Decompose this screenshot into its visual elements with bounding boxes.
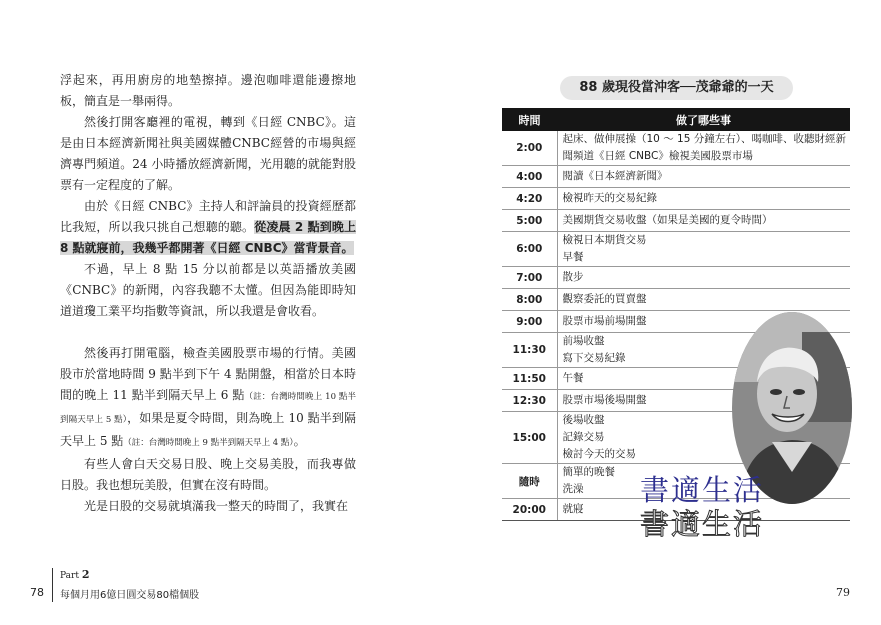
activity-line: 股票市場後場開盤 (562, 394, 647, 406)
activity-line: 檢視昨天的交易紀錄 (562, 192, 657, 204)
publisher-watermark: 書適生活 (640, 473, 765, 507)
activity-line: 早餐 (562, 251, 584, 263)
activity-cell (557, 210, 850, 232)
activity-cell (557, 267, 850, 289)
time-cell: 2:00 (502, 131, 557, 166)
part-label-text: Part (60, 571, 79, 581)
paragraph: 然後打開客廳裡的電視，轉到《日經 CNBC》。這是由日本經濟新聞社與美國媒體CNBC經營的市場與經濟專門頻道。24 小時播放經濟新聞，光用聽的就能對股票有一定程度的了解。 (60, 115, 356, 192)
paragraph: 光是日股的交易就填滿我一整天的時間了，我實在 (84, 499, 349, 513)
time-cell: 4:20 (502, 188, 557, 210)
paragraph-text: 。 (293, 434, 306, 448)
paragraph: 有些人會白天交易日股、晚上交易美股，而我專做日股。我也想玩美股，但實在沒有時間。 (60, 457, 356, 492)
translator-note: （註：台灣時間晚上 9 點半到隔天早上 4 點） (123, 438, 294, 448)
activity-line: 股票市場前場開盤 (562, 315, 647, 327)
paragraph (60, 196, 356, 259)
activity-line: 檢視日本期貨交易 (562, 234, 647, 246)
schedule-title: 88 歲現役當沖客──茂爺爺的一天 (560, 76, 793, 100)
time-cell: 12:30 (502, 390, 557, 412)
book-title: 每個月用6億日圓交易80檔個股 (60, 590, 200, 601)
activity-line: 閱讀《日本經濟新聞》 (562, 170, 668, 182)
time-cell: 9:00 (502, 311, 557, 333)
paragraph-gap (60, 322, 356, 343)
left-body-text (60, 70, 356, 517)
activity-line: 聞頻道《日經 CNBC》檢視美國股票市場 (562, 150, 753, 162)
time-cell: 11:50 (502, 368, 557, 390)
time-cell: 8:00 (502, 289, 557, 311)
activity-line: 起床、做伸展操（10 ～ 15 分鐘左右）、喝咖啡、收聽財經新 (562, 133, 846, 145)
table-row (502, 210, 850, 232)
table-header-row (502, 108, 850, 131)
column-header-activity: 做了哪些事 (557, 108, 850, 131)
activity-cell (557, 232, 850, 267)
publisher-watermark: 書適生活 (640, 507, 765, 541)
activity-cell (557, 131, 850, 166)
activity-line: 後場收盤 (562, 414, 605, 426)
table-row (502, 267, 850, 289)
paragraph: 不過，早上 8 點 15 分以前都是以英語播放美國《CNBC》的新聞，內容我聽不太懂。但因為能即時知道道瓊工業平均指數等資訊，所以我還是會收看。 (60, 262, 356, 318)
paragraph-text: ，如果是夏令時間，則為晚上 10 點半到隔天早上 5 點 (60, 411, 356, 448)
time-cell: 隨時 (502, 464, 557, 499)
activity-line: 記錄交易 (562, 431, 605, 443)
paragraph-text: 由於《日經 CNBC》主持人和評論員的投資經歷都比我短，所以我只挑自己想聽的聽。 (60, 199, 356, 234)
footer-divider (52, 568, 53, 602)
table-row (502, 166, 850, 188)
activity-line: 簡單的晚餐 (562, 466, 615, 478)
activity-line: 美國期貨交易收盤（如果是美國的夏令時間） (562, 214, 773, 226)
right-page (440, 0, 881, 625)
page-number: 79 (836, 586, 850, 599)
activity-line: 散步 (562, 271, 584, 283)
time-cell: 20:00 (502, 499, 557, 521)
time-cell: 4:00 (502, 166, 557, 188)
column-header-time: 時間 (502, 108, 557, 131)
activity-cell (557, 289, 850, 311)
paragraph-text: 然後再打開電腦，檢查美國股票市場的行情。美國股市於當地時間 9 點半到下午 4 點開盤，相當於日本時間的晚上 11 點半到隔天早上 6 點 (60, 346, 356, 402)
translator-note: （註：台灣時間晚上 10 點半到隔天早上 5 點） (60, 392, 356, 425)
activity-line: 就寢 (562, 503, 584, 515)
time-cell: 7:00 (502, 267, 557, 289)
activity-cell (557, 166, 850, 188)
table-row (502, 289, 850, 311)
activity-line: 前場收盤 (562, 335, 605, 347)
page-number: 78 (30, 586, 44, 599)
part-number: 2 (81, 568, 90, 581)
activity-line: 寫下交易紀錄 (562, 352, 626, 364)
table-row (502, 131, 850, 166)
paragraph: 浮起來，再用廚房的地墊擦掉。邊泡咖啡還能邊擦地板，簡直是一舉兩得。 (60, 73, 356, 108)
activity-cell (557, 188, 850, 210)
paragraph (60, 343, 356, 454)
activity-line: 觀察委託的買賣盤 (562, 293, 647, 305)
activity-line: 洗澡 (562, 483, 584, 495)
left-page (0, 0, 440, 625)
table-row (502, 232, 850, 267)
time-cell: 15:00 (502, 412, 557, 464)
activity-line: 檢討今天的交易 (562, 448, 636, 460)
activity-line: 午餐 (562, 372, 584, 384)
time-cell: 11:30 (502, 333, 557, 368)
table-row (502, 188, 850, 210)
time-cell: 6:00 (502, 232, 557, 267)
highlighted-text: 從凌晨 2 點到晚上 8 點就寢前，我幾乎都開著《日經 CNBC》當背景音。 (60, 220, 356, 255)
part-label (60, 568, 89, 581)
time-cell: 5:00 (502, 210, 557, 232)
